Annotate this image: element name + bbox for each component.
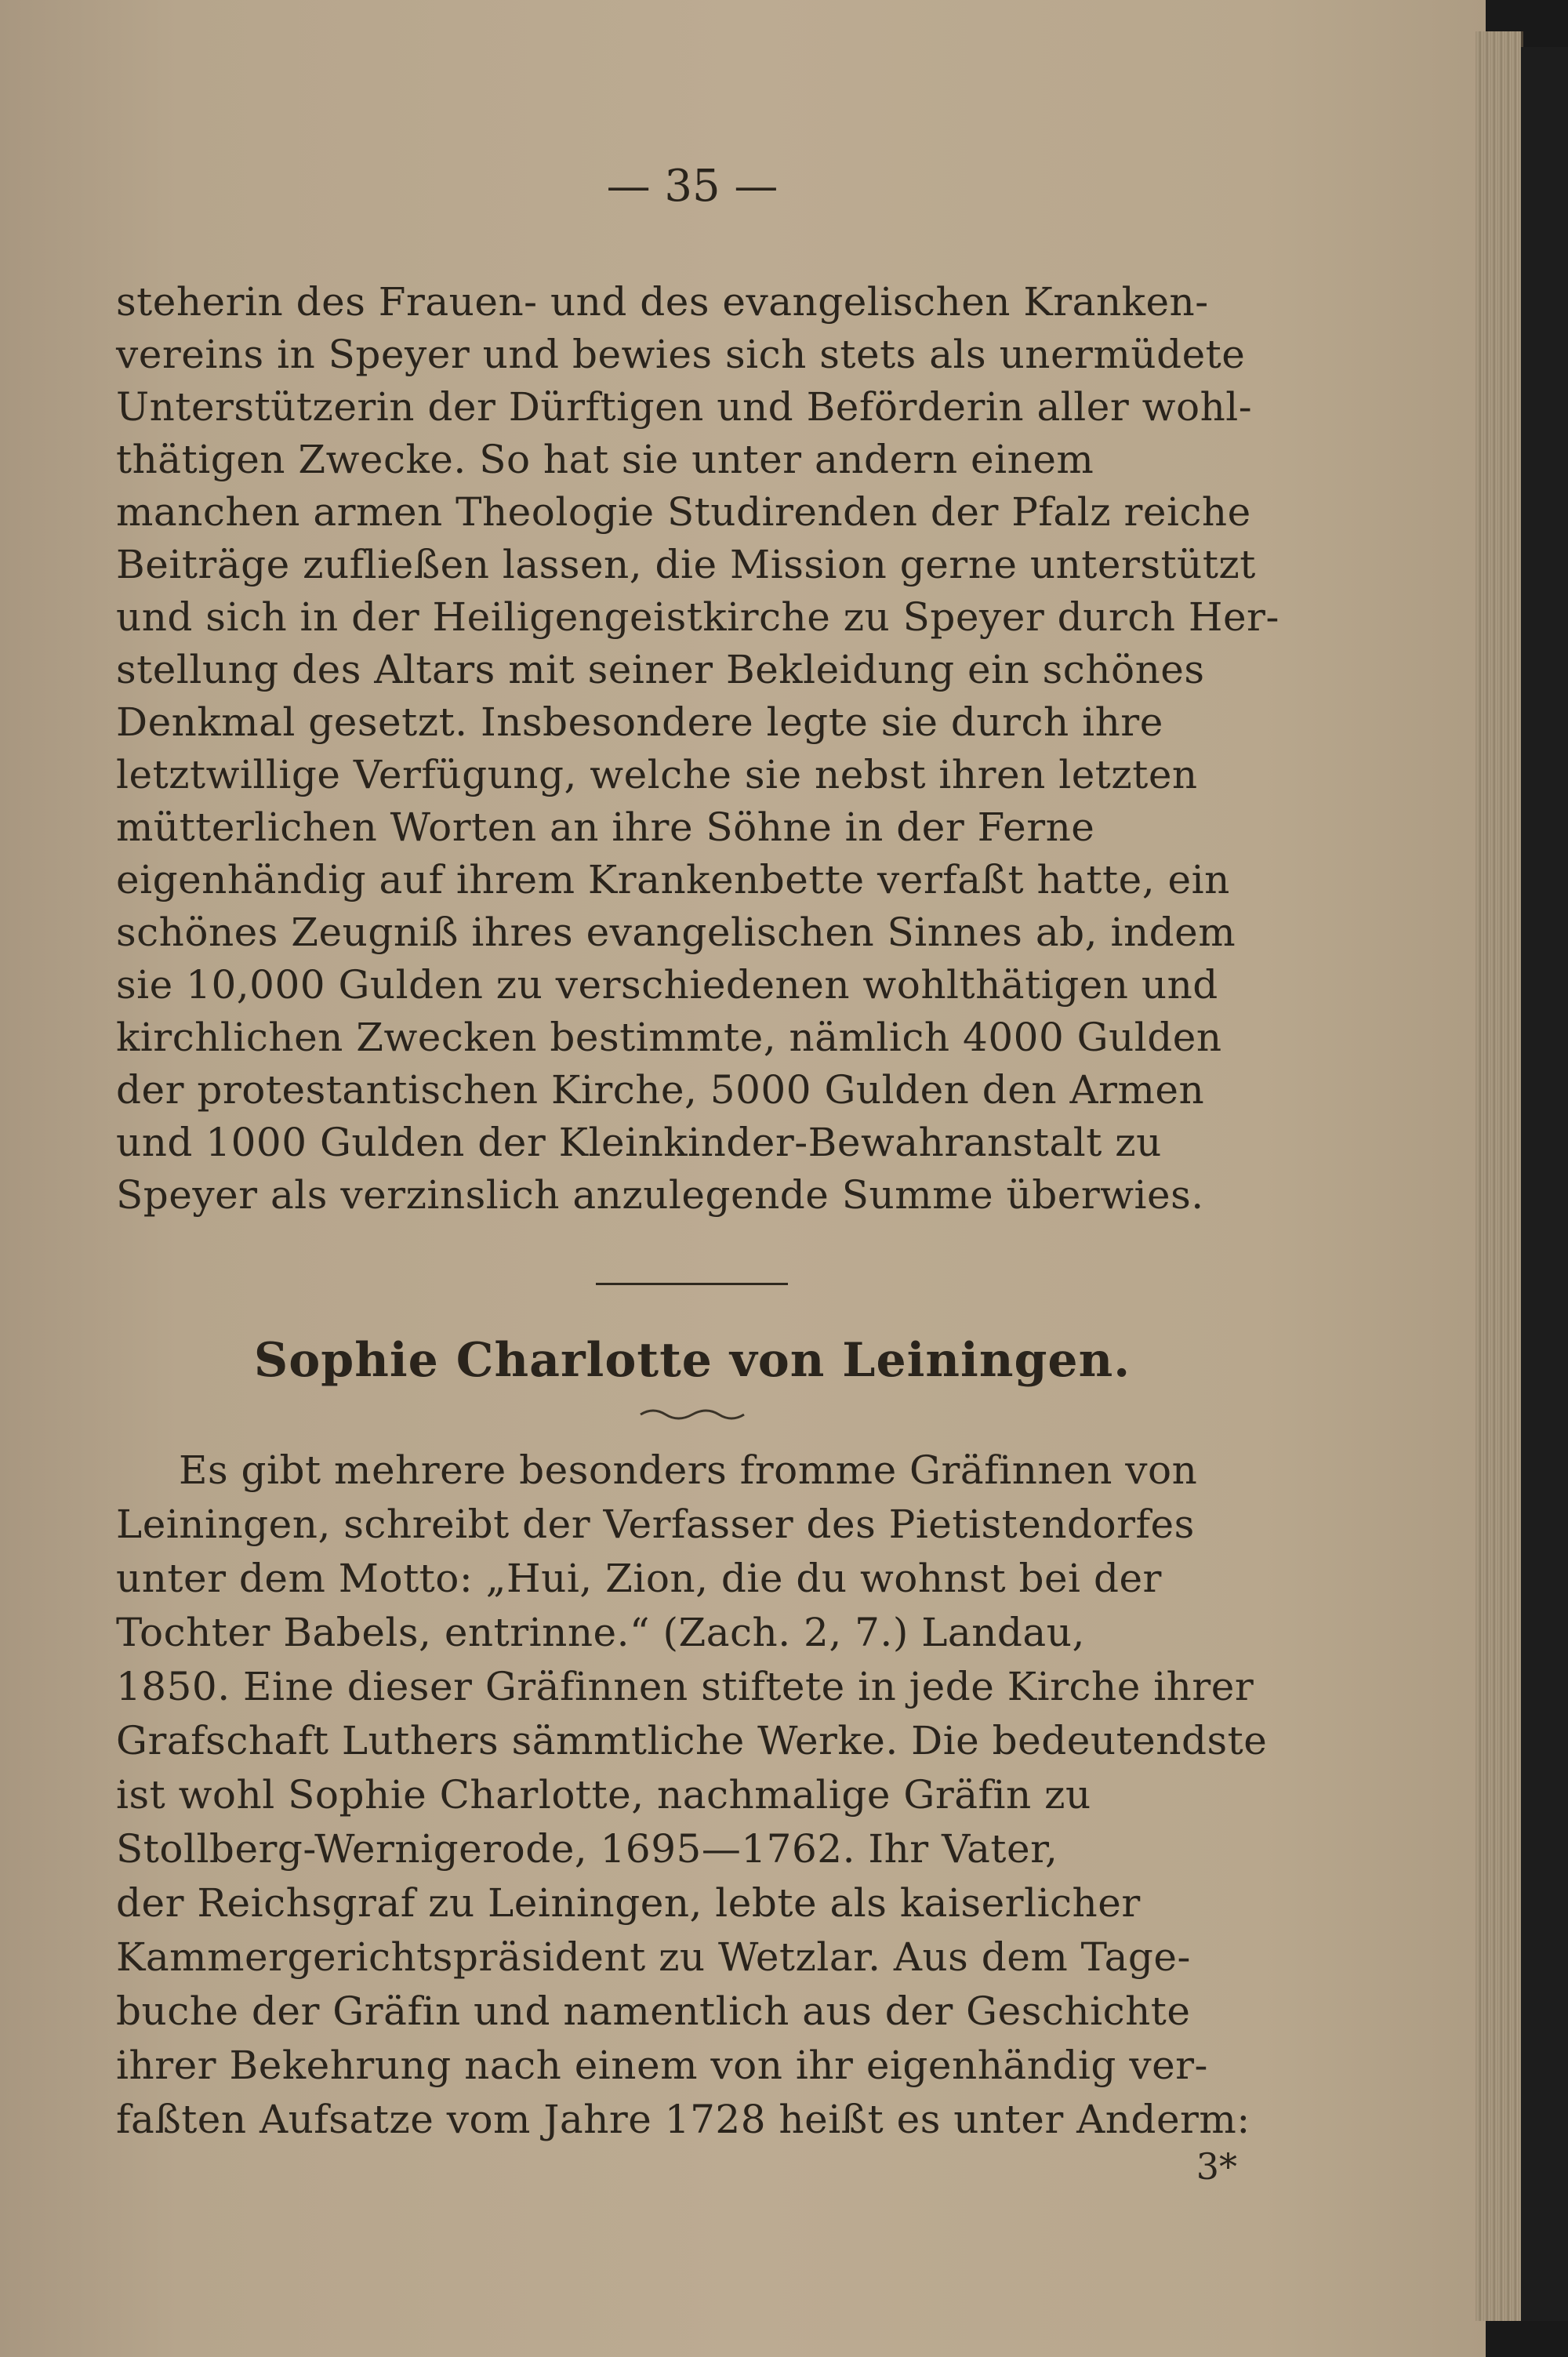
text-line: Es gibt mehrere besonders fromme Gräfinnen von — [179, 1447, 1198, 1493]
text-line: Unterstützerin der Dürftigen und Beförderin aller wohl- — [116, 384, 1253, 430]
text-line: der protestantischen Kirche, 5000 Gulden den Armen — [116, 1067, 1205, 1113]
text-line: sie 10,000 Gulden zu verschiedenen wohlthätigen und — [116, 962, 1218, 1008]
text-line: Speyer als verzinslich anzulegende Summe überwies. — [116, 1172, 1204, 1218]
text-line: buche der Gräfin und namentlich aus der Geschichte — [116, 1988, 1191, 2034]
book-cover-edge — [1521, 47, 1568, 2321]
text-line: 1850. Eine dieser Gräfinnen stiftete in jede Kirche ihrer — [116, 1664, 1254, 1709]
text-line: schönes Zeugniß ihres evangelischen Sinnes ab, indem — [116, 910, 1236, 955]
text-line: faßten Aufsatze vom Jahre 1728 heißt es unter Anderm: — [116, 2097, 1250, 2142]
text-line: Leiningen, schreibt der Verfasser des Pietistendorfes — [116, 1502, 1195, 1547]
page-edges — [1475, 31, 1523, 2321]
text-line: Grafschaft Luthers sämmtliche Werke. Die bedeutendste — [116, 1718, 1268, 1763]
text-line: Denkmal gesetzt. Insbesondere legte sie durch ihre — [116, 699, 1163, 745]
heading-swash-ornament — [637, 1405, 747, 1422]
text-line: Stollberg-Wernigerode, 1695—1762. Ihr Vater, — [116, 1826, 1058, 1872]
section-divider — [596, 1283, 788, 1285]
text-line: unter dem Motto: „Hui, Zion, die du wohnst bei der — [116, 1556, 1162, 1601]
text-line: manchen armen Theologie Studirenden der Pfalz reiche — [116, 489, 1251, 535]
text-line: und 1000 Gulden der Kleinkinder-Bewahranstalt zu — [116, 1120, 1162, 1165]
text-line: thätigen Zwecke. So hat sie unter andern einem — [116, 437, 1094, 482]
text-line: Kammergerichtspräsident zu Wetzlar. Aus dem Tage- — [116, 1934, 1191, 1980]
text-line: steherin des Frauen- und des evangelischen Kranken- — [116, 279, 1209, 325]
text-line: kirchlichen Zwecken bestimmte, nämlich 4000 Gulden — [116, 1015, 1222, 1060]
text-line: der Reichsgraf zu Leiningen, lebte als kaiserlicher — [116, 1880, 1141, 1926]
text-line: ihrer Bekehrung nach einem von ihr eigenhändig ver- — [116, 2043, 1208, 2088]
text-line: stellung des Altars mit seiner Bekleidung ein schönes — [116, 647, 1205, 692]
signature-mark: 3* — [1196, 2145, 1237, 2188]
text-line: und sich in der Heiligengeistkirche zu Speyer durch Her- — [116, 594, 1279, 640]
text-line: vereins in Speyer und bewies sich stets als unermüdete — [116, 332, 1246, 377]
text-line: Beiträge zufließen lassen, die Mission gerne unterstützt — [116, 542, 1256, 587]
text-line: eigenhändig auf ihrem Krankenbette verfaßt hatte, ein — [116, 857, 1230, 902]
text-line: letztwillige Verfügung, welche sie nebst ihren letzten — [116, 752, 1198, 797]
text-line: mütterlichen Worten an ihre Söhne in der Ferne — [116, 804, 1095, 850]
text-line: ist wohl Sophie Charlotte, nachmalige Gräfin zu — [116, 1772, 1091, 1818]
text-line: Tochter Babels, entrinne.“ (Zach. 2, 7.) Landau, — [116, 1610, 1085, 1655]
section-heading: Sophie Charlotte von Leiningen. — [253, 1333, 1131, 1388]
page-number: — 35 — — [606, 161, 779, 212]
